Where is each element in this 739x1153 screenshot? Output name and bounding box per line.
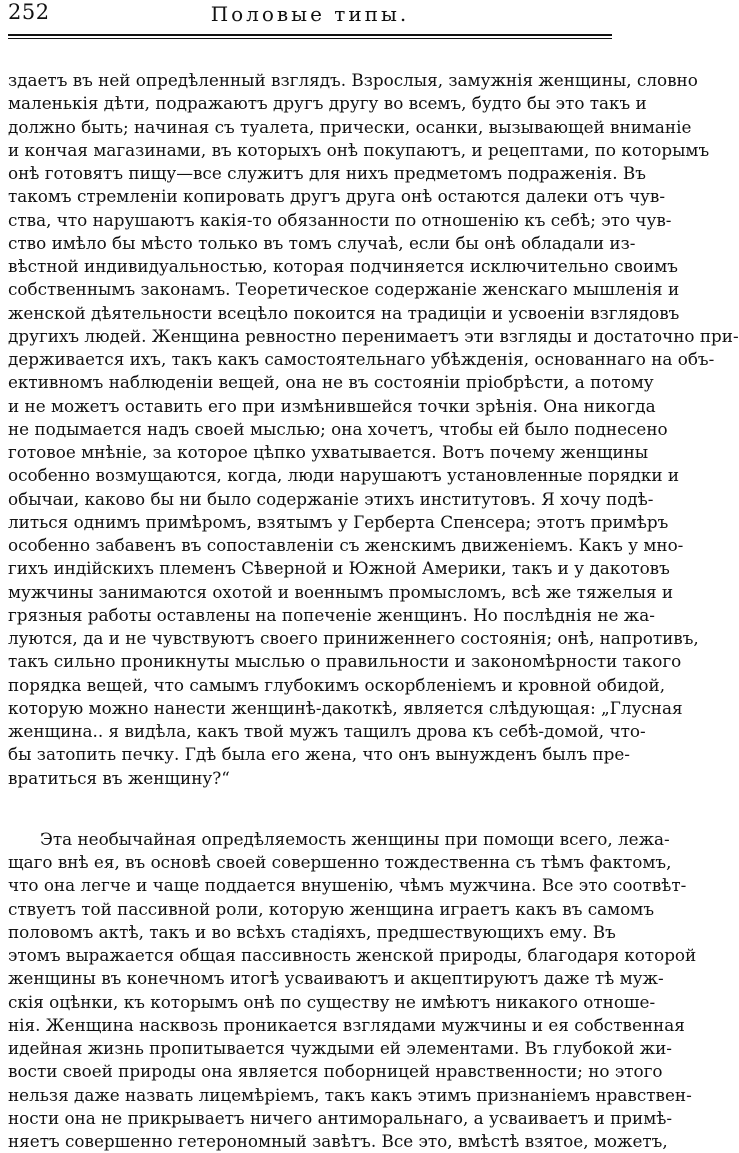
text-line: держивается ихъ, такъ какъ самостоятельнаго убѣжденія, основаннаго на объ- [8, 349, 715, 369]
text-line: другихъ людей. Женщина ревностно перенимаетъ эти взгляды и достаточно при- [8, 325, 739, 346]
text-line: женщина.. я видѣла, какъ твой мужъ тащилъ дрова къ себѣ-домой, что- [8, 721, 646, 741]
page-header [8, 0, 612, 30]
text-line: маленькія дѣти, подражаютъ другъ другу во всемъ, будто бы это такъ и [8, 93, 647, 114]
text-line: вости своей природы она является поборницей нравственности; но этого [8, 1061, 663, 1082]
text-line: которую можно нанести женщинѣ-дакоткѣ, является слѣдующая: „Глусная [8, 697, 683, 718]
text-line: особенно возмущаются, когда, люди нарушаютъ установленные порядки и [8, 465, 680, 486]
text-line: что она легче и чаще поддается внушенію, чѣмъ мужчина. Все это соотвѣт- [8, 875, 687, 896]
page-number: 252 [8, 0, 50, 24]
paragraph [8, 828, 697, 1153]
paragraph [8, 69, 739, 790]
text-line: мужчины занимаются охотой и военнымъ промысломъ, всѣ же тяжелыя и [8, 581, 674, 602]
text-line: щаго внѣ ея, въ основѣ своей совершенно тождественна съ тѣмъ фактомъ, [8, 852, 672, 872]
text-line: вратиться въ женщину?“ [8, 767, 230, 788]
text-line: ство имѣло бы мѣсто только въ томъ случаѣ, если бы онѣ обладали из- [8, 232, 636, 253]
text-line: и кончая магазинами, въ которыхъ онѣ покупаютъ, и рецептами, по которымъ [8, 139, 710, 160]
text-line: здаетъ въ ней опредѣленный взглядъ. Взрослыя, замужнія женщины, словно [8, 70, 698, 90]
text-line: собственнымъ законамъ. Теоретическое содержаніе женскаго мышленія и [8, 279, 680, 300]
text-line: нельзя даже назвать лицемѣріемъ, такъ какъ этимъ признаніемъ нравствен- [8, 1084, 692, 1105]
text-line: порядка вещей, что самымъ глубокимъ оскорбленіемъ и кровной обидой, [8, 674, 666, 695]
text-line: готовое мнѣніе, за которое цѣпко ухватывается. Вотъ почему женщины [8, 442, 649, 462]
text-line: ствуетъ той пассивной роли, которую женщина играетъ какъ въ самомъ [8, 898, 655, 919]
text-line: не подымается надъ своей мыслью; она хочетъ, чтобы ей было поднесено [8, 418, 668, 439]
text-line: женщины въ конечномъ итогѣ усваиваютъ и акцептируютъ даже тѣ муж- [8, 968, 664, 989]
text-line: ективномъ наблюденіи вещей, она не въ состояніи пріобрѣсти, а потому [8, 372, 654, 393]
text-line: этомъ выражается общая пассивность женской природы, благодаря которой [8, 945, 697, 965]
text-line: Эта необычайная опредѣляемость женщины при помощи всего, лежа- [40, 828, 670, 849]
header-rule-thick [8, 34, 612, 36]
text-line: и не можетъ оставить его при измѣнившейся точки зрѣнія. Она никогда [8, 395, 656, 416]
text-line: грязныя работы оставлены на попеченіе женщинъ. Но послѣднія не жа- [8, 604, 655, 625]
text-line: вѣстной индивидуальностью, которая подчиняется исключительно своимъ [8, 256, 678, 276]
text-line: литься однимъ примѣромъ, взятымъ у Герберта Спенсера; этотъ примѣръ [8, 511, 669, 532]
text-line: обычаи, каково бы ни было содержаніе этихъ институтовъ. Я хочу подѣ- [8, 488, 654, 509]
text-line: должно быть; начиная съ туалета, прически, осанки, вызывающей вниманіе [8, 116, 692, 137]
text-line: скія оцѣнки, къ которымъ онѣ по существу не имѣютъ никакого отноше- [8, 991, 656, 1012]
text-line: такъ сильно проникнуты мыслью о правильности и закономѣрности такого [8, 651, 682, 672]
text-line: нія. Женщина насквозь проникается взглядами мужчины и ея собственная [8, 1014, 685, 1035]
text-line: ства, что нарушаютъ какія-то обязанности по отношенію къ себѣ; это чув- [8, 209, 672, 230]
text-line: бы затопить печку. Гдѣ была его жена, что онъ вынужденъ былъ пре- [8, 744, 630, 765]
text-line: гихъ индійскихъ племенъ Сѣверной и Южной Америки, такъ и у дакотовъ [8, 558, 670, 579]
text-line: такомъ стремленіи копировать другъ друга онѣ остаются далеки отъ чув- [8, 186, 666, 207]
text-line: особенно забавенъ въ сопоставленіи съ женскимъ движеніемъ. Какъ у мно- [8, 535, 684, 555]
text-line: идейная жизнь пропитывается чуждыми ей элементами. Въ глубокой жи- [8, 1038, 672, 1058]
text-line: онѣ готовятъ пищу—все служитъ для нихъ предметомъ подраженія. Въ [8, 163, 646, 183]
text-line: ности она не прикрываетъ ничего антиморальнаго, а усваиваетъ и примѣ- [8, 1107, 673, 1128]
header-rule-thin [8, 38, 612, 39]
text-line: луются, да и не чувствуютъ своего приниженнего состоянія; онѣ, напротивъ, [8, 628, 699, 648]
text-line: половомъ актѣ, такъ и во всѣхъ стадіяхъ, предшествующихъ ему. Въ [8, 921, 616, 942]
text-line: женской дѣятельности всецѣло покоится на традиціи и усвоеніи взглядовъ [8, 302, 680, 323]
body-text [8, 69, 739, 1153]
running-title: Половые типы. [210, 2, 410, 26]
paragraph-gap [8, 790, 612, 828]
text-line: няетъ совершенно гетерономный завѣтъ. Все это, вмѣстѣ взятое, можетъ, [8, 1131, 668, 1151]
